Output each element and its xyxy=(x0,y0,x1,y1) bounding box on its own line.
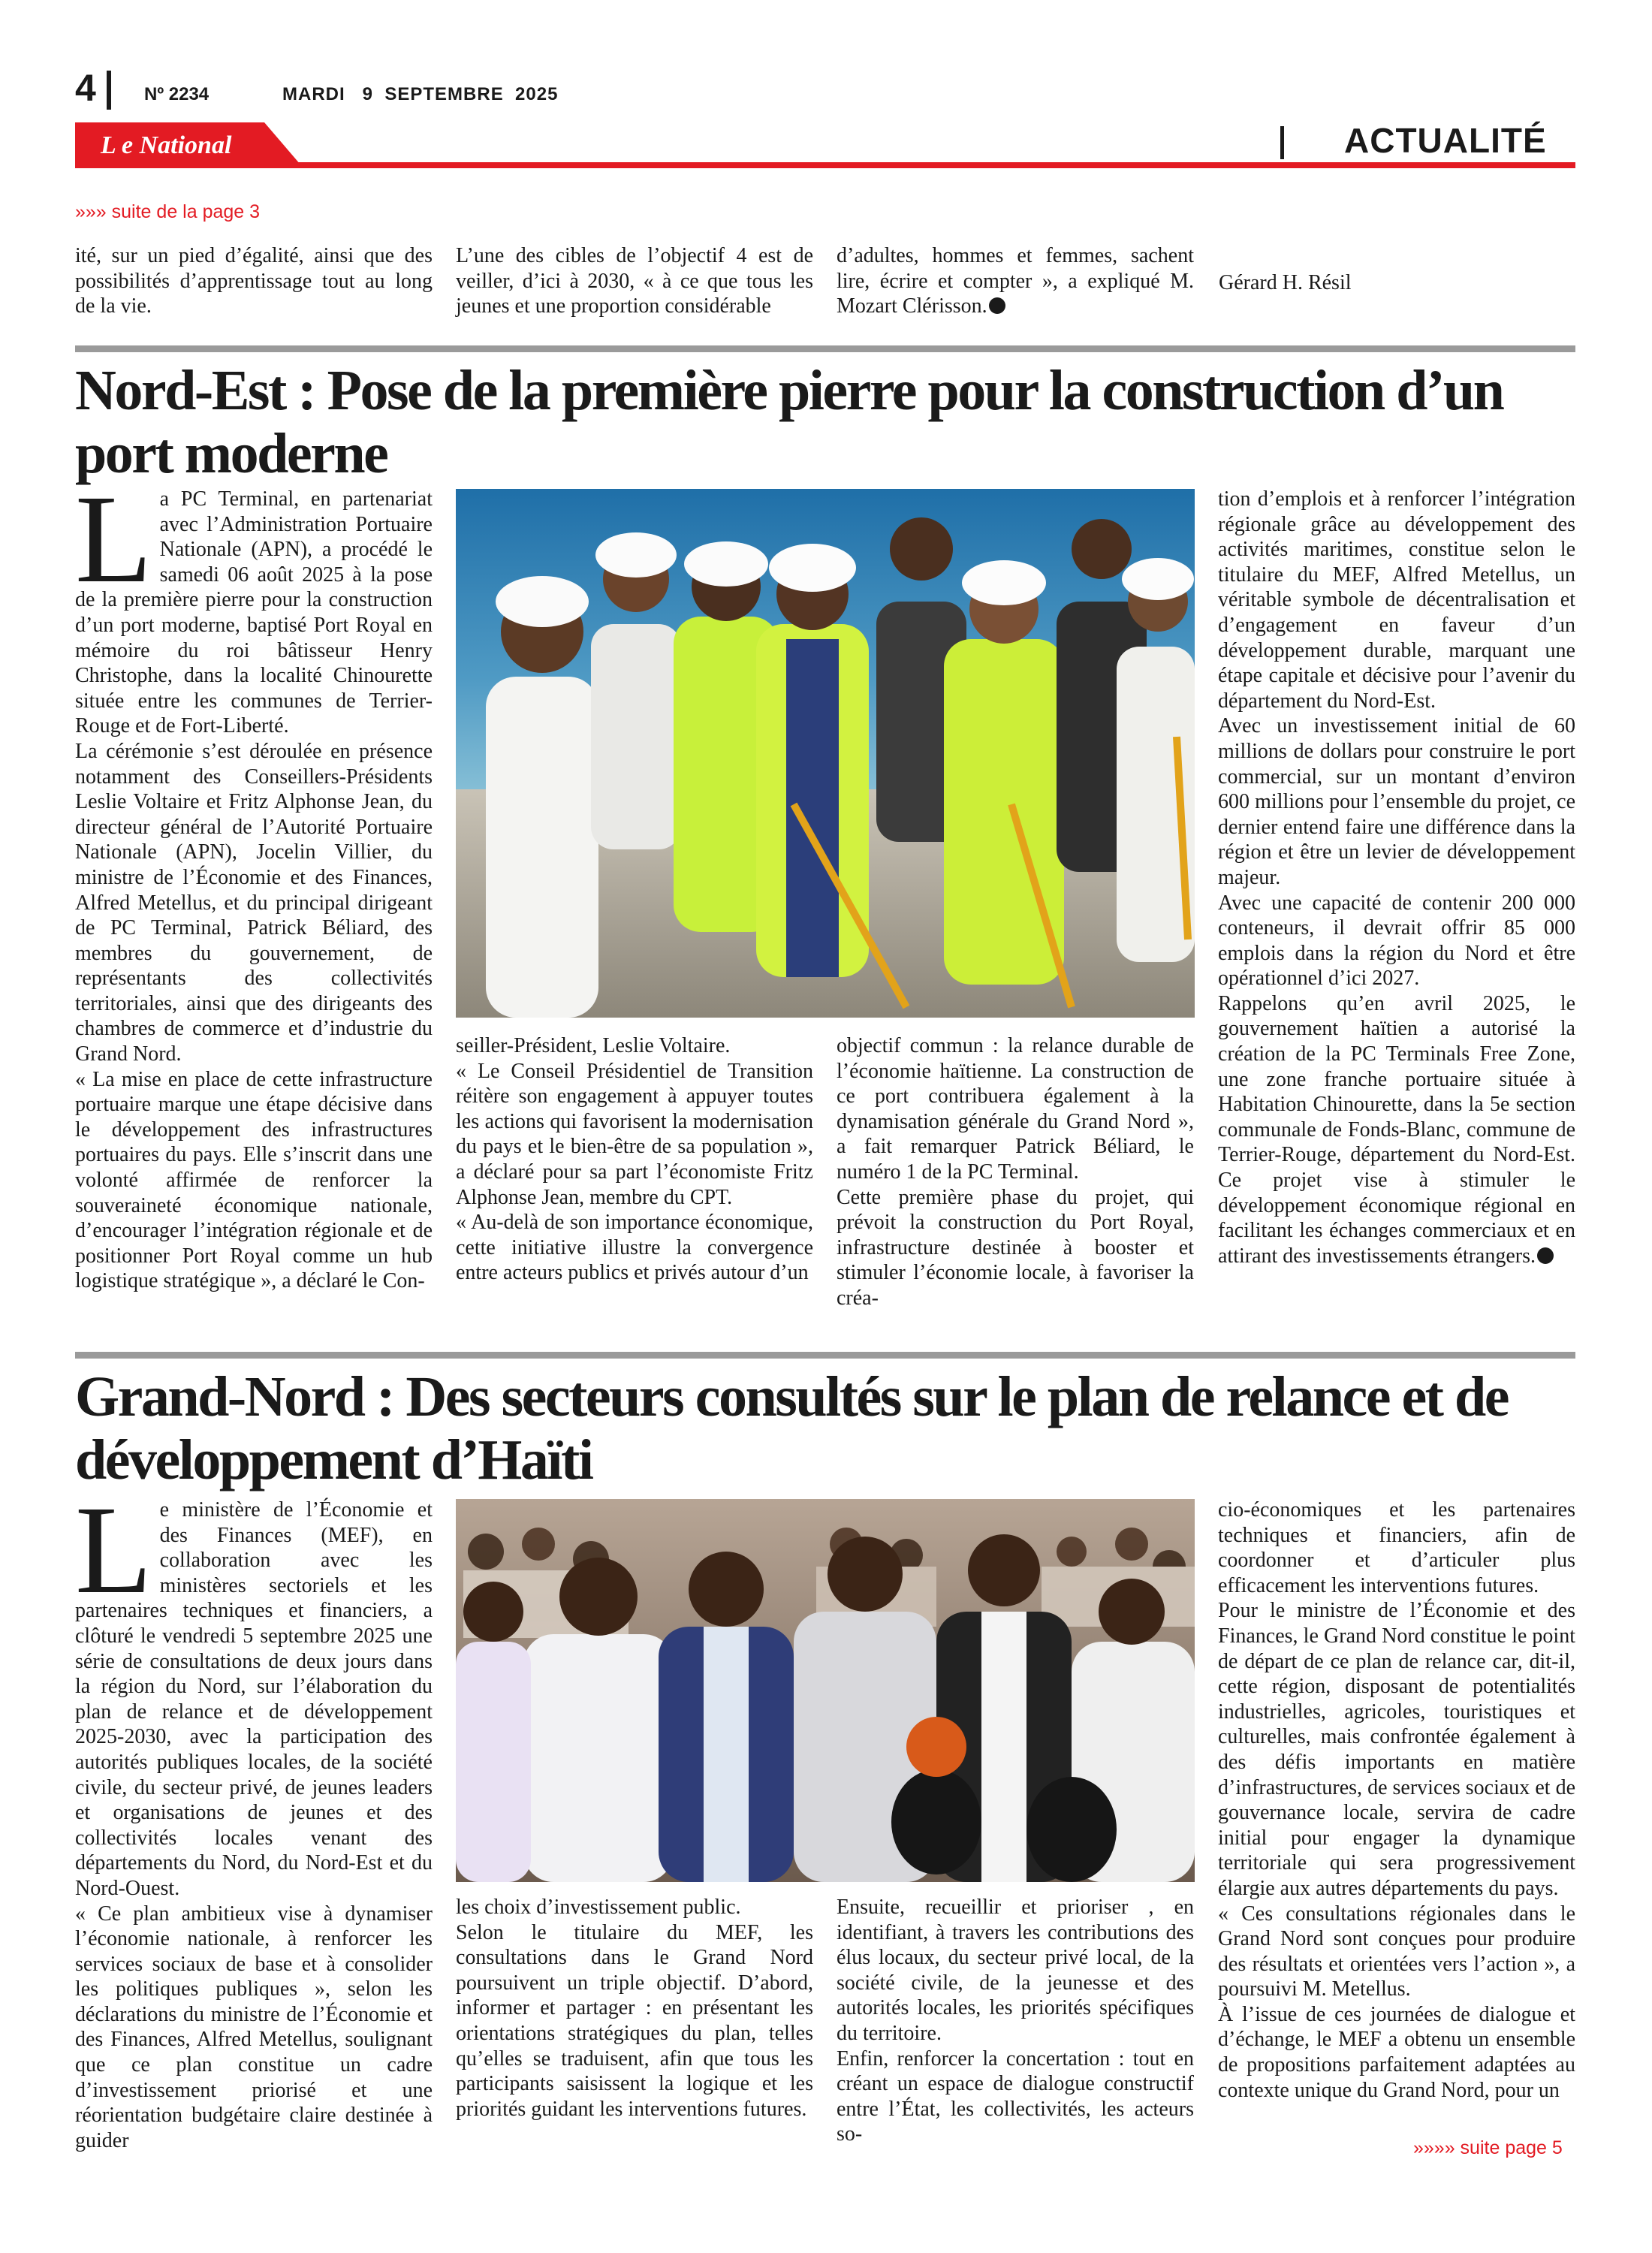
article2-dropcap: L xyxy=(75,1480,152,1620)
article2-col2 xyxy=(456,1895,813,2122)
section-title: ACTUALITÉ xyxy=(1344,121,1547,160)
article1-col3 xyxy=(837,1033,1194,1311)
brand-logo-text: L e National xyxy=(101,131,232,159)
groundbreaking-photo-image xyxy=(456,489,1195,1018)
issue-number: Nº 2234 xyxy=(144,84,210,104)
header-red-rule xyxy=(75,162,1575,168)
article2-col4-p1: cio-économiques et les partenaires techniques et financiers, afin de coordonner et d’articuler plus efficacement les interventions futures. xyxy=(1218,1498,1575,1597)
article2-col1-p2: « Ce plan ambitieux vise à dynamiser l’économie nationale, à renforcer les services sociaux de base et à consolider les politiques publiques », selon les déclarations du ministre de l’Économie et des Finances, Alfred Metellus, soulignant que ce plan constitue un cadre d’investissement priorisé et une réorientation budgétaire claire destinée à guider xyxy=(75,1902,433,2152)
article1-headline: Nord-Est : Pose de la première pierre pour la construction d’un port moderne xyxy=(75,359,1503,485)
continued-to-link[interactable]: »»»» suite page 5 xyxy=(1413,2137,1563,2158)
top-article-col3 xyxy=(837,243,1194,319)
article1-col2-p3: « Au-delà de son importance économique, cette initiative illustre la convergence entre acteurs publics et privés autour d’un xyxy=(456,1211,813,1285)
article1-dropcap: L xyxy=(75,469,152,609)
page-number-divider xyxy=(107,71,111,110)
article-divider-2 xyxy=(75,1352,1575,1359)
end-mark-icon xyxy=(989,297,1005,314)
article1-col2-p2: « Le Conseil Présidentiel de Transition réitère son engagement à appuyer toutes les actions qui favorisent la modernisation du pays et le bien-être de sa population », a déclaré pour sa part l’économiste Fritz Alphonse Jean, membre du CPT. xyxy=(456,1059,813,1209)
article1-col4-p4 xyxy=(1218,991,1575,1269)
top-article-author: Gérard H. Résil xyxy=(1219,271,1352,294)
audience-photo-image xyxy=(456,1499,1195,1882)
article1-col1-p3: « La mise en place de cette infrastructure portuaire marque une étape décisive dans le développement des infrastructures portuaires du pays. Elle s’inscrit dans une volonté affirmée de renforcer la souveraineté économique nationale, d’encourager l’intégration régionale et de positionner Port Royal comme un hub logistique stratégique », a déclaré le Con- xyxy=(75,1067,433,1293)
article2-headline: Grand-Nord : Des secteurs consultés sur le plan de relance et de développement d’Haïti xyxy=(75,1365,1508,1491)
continued-from-link[interactable]: »»» suite de la page 3 xyxy=(75,201,261,222)
section-separator xyxy=(1280,126,1284,159)
article2-col2-p2: Selon le titulaire du MEF, les consultations dans le Grand Nord poursuivent un triple objectif. D’abord, informer et partager : en présentant les orientations stratégiques du plan, telles qu’elles se traduisent, afin que tous les participants saisissent la logique et les priorités guidant les interventions futures. xyxy=(456,1920,813,2121)
article1-col3-p1: objectif commun : la relance durable de l’économie haïtienne. La construction de ce port contribuera également à la dynamisation générale du Grand Nord », a fait remarquer Patrick Béliard, le numéro 1 de la PC Terminal. xyxy=(837,1034,1194,1184)
article-divider-1 xyxy=(75,345,1575,352)
article1-col4-p4-text: Rappelons qu’en avril 2025, le gouvernement haïtien a autorisé la création de la PC Terminals Free Zone, une zone franche portuaire située à Habitation Chinourette, dans la 5e section communale de Fonds-Blanc, commune de Terrier-Rouge, département du Nord-Est. Ce projet vise à stimuler le développement économique régional en facilitant les échanges commerciaux et en attirant des investissements étrangers. xyxy=(1218,991,1575,1268)
top-article-col3-text: d’adultes, hommes et femmes, sachent lire, écrire et compter », a expliqué M. Mozart Clérisson. xyxy=(837,244,1194,318)
article2-col4-p3: « Ces consultations régionales dans le Grand Nord sont conçues pour produire des résultats et orientées vers l’action », a poursuivi M. Metellus. xyxy=(1218,1902,1575,2001)
article1-col1-p1: a PC Terminal, en partenariat avec l’Administration Portuaire Nationale (APN), a procédé le samedi 06 août 2025 à la pose de la première pierre pour la construction d’un port moderne, baptisé Port Royal en mémoire du roi bâtisseur Henry Christophe, dans la localité Chinourette située entre les communes de Terrier-Rouge et de Fort-Liberté. xyxy=(75,487,433,738)
article1-photo xyxy=(456,489,1195,1018)
article2-col3-p1: Ensuite, recueillir et prioriser , en identifiant, à travers les contributions des élus locaux, du secteur privé local, de la société civile, de la jeunesse et des autorités locales, les priorités spécifiques du territoire. xyxy=(837,1896,1194,2045)
end-mark-icon xyxy=(1537,1247,1554,1264)
page-number: 4 xyxy=(75,67,96,109)
article1-col3-p2: Cette première phase du projet, qui prévoit la construction du Port Royal, infrastructure destinée à booster et stimuler l’économie locale, à favoriser la créa- xyxy=(837,1185,1194,1310)
issue-date: MARDI 9 SEPTEMBRE 2025 xyxy=(282,84,559,104)
article2-col4 xyxy=(1218,1497,1575,2103)
article1-col1-p2: La cérémonie s’est déroulée en présence notamment des Conseillers-Présidents Leslie Voltaire et Fritz Alphonse Jean, du directeur général de l’Autorité Portuaire Nationale (APN), Jocelin Villier, du ministre de l’Économie et des Finances, Alfred Metellus, et du principal dirigeant de PC Terminal, Patrick Béliard, des membres du gouvernement, de représentants des collectivités territoriales, ainsi que des dirigeants des chambres de commerce et d’industrie du Grand Nord. xyxy=(75,739,433,1066)
article1-col4-p1: tion d’emplois et à renforcer l’intégration régionale grâce au développement des activités maritimes, constitue selon le titulaire du MEF, Alfred Metellus, un véritable symbole de décentralisation et d’engagement en faveur d’un développement durable, marquant une étape capitale et décisive pour l’avenir du département du Nord-Est. xyxy=(1218,487,1575,713)
article1-col4-p2: Avec un investissement initial de 60 millions de dollars pour construire le port commercial, sur un montant d’environ 600 millions pour l’ensemble du projet, ce dernier entend faire une différence dans la région et être un levier de développement majeur. xyxy=(1218,714,1575,889)
article2-col1 xyxy=(75,1480,433,2153)
article2-col1-p1: e ministère de l’Économie et des Finances (MEF), en collaboration avec les ministères sectoriels et les partenaires techniques et financiers, a clôturé le vendredi 5 septembre 2025 une série de consultations de deux jours dans la région du Nord, sur l’élaboration du plan de relance et de développement 2025-2030, avec la participation des autorités publiques locales, de la société civile, du secteur privé, de jeunes leaders et organisations de jeunes et des collectivités locales venant des départements du Nord, du Nord-Est et du Nord-Ouest. xyxy=(75,1498,433,1900)
article1-col2 xyxy=(456,1033,813,1286)
article2-photo xyxy=(456,1499,1195,1882)
article2-col2-p1: les choix d’investissement public. xyxy=(456,1896,741,1919)
article2-col3 xyxy=(837,1895,1194,2147)
article1-col4 xyxy=(1218,487,1575,1268)
article2-col4-p4: À l’issue de ces journées de dialogue et d’échange, le MEF a obtenu un ensemble de propositions parfaitement adaptées au contexte unique du Grand Nord, pour un xyxy=(1218,2002,1575,2102)
article1-col2-p1: seiller-Président, Leslie Voltaire. xyxy=(456,1034,731,1057)
article2-col4-p2: Pour le ministre de l’Économie et des Finances, le Grand Nord constitue le point de départ de ce plan de relance car, dit-il, cette région, disposant de potentialités industrielles, agricoles, touristiques et culturelles, mais confrontée également à des défis importants en matière d’infrastructures, de services sociaux et de gouvernance locale, servira de cadre initial pour engager la dynamique territoriale qui sera progressivement élargie aux autres départements du pays. xyxy=(1218,1599,1575,1900)
top-article-col1: ité, sur un pied d’égalité, ainsi que des possibilités d’apprentissage tout au long de la vie. xyxy=(75,244,433,318)
top-article-col2: L’une des cibles de l’objectif 4 est de veiller, d’ici à 2030, « à ce que tous les jeunes et une proportion considérable xyxy=(456,244,813,318)
article2-col3-p2: Enfin, renforcer la concertation : tout en créant un espace de dialogue constructif entre l’État, les collectivités, les acteurs so- xyxy=(837,2046,1194,2146)
article1-col1 xyxy=(75,469,433,1294)
article1-col4-p3: Avec une capacité de contenir 200 000 conteneurs, il devrait offrir 85 000 emplois dans la région du Nord et être opérationnel d’ici 2027. xyxy=(1218,891,1575,991)
